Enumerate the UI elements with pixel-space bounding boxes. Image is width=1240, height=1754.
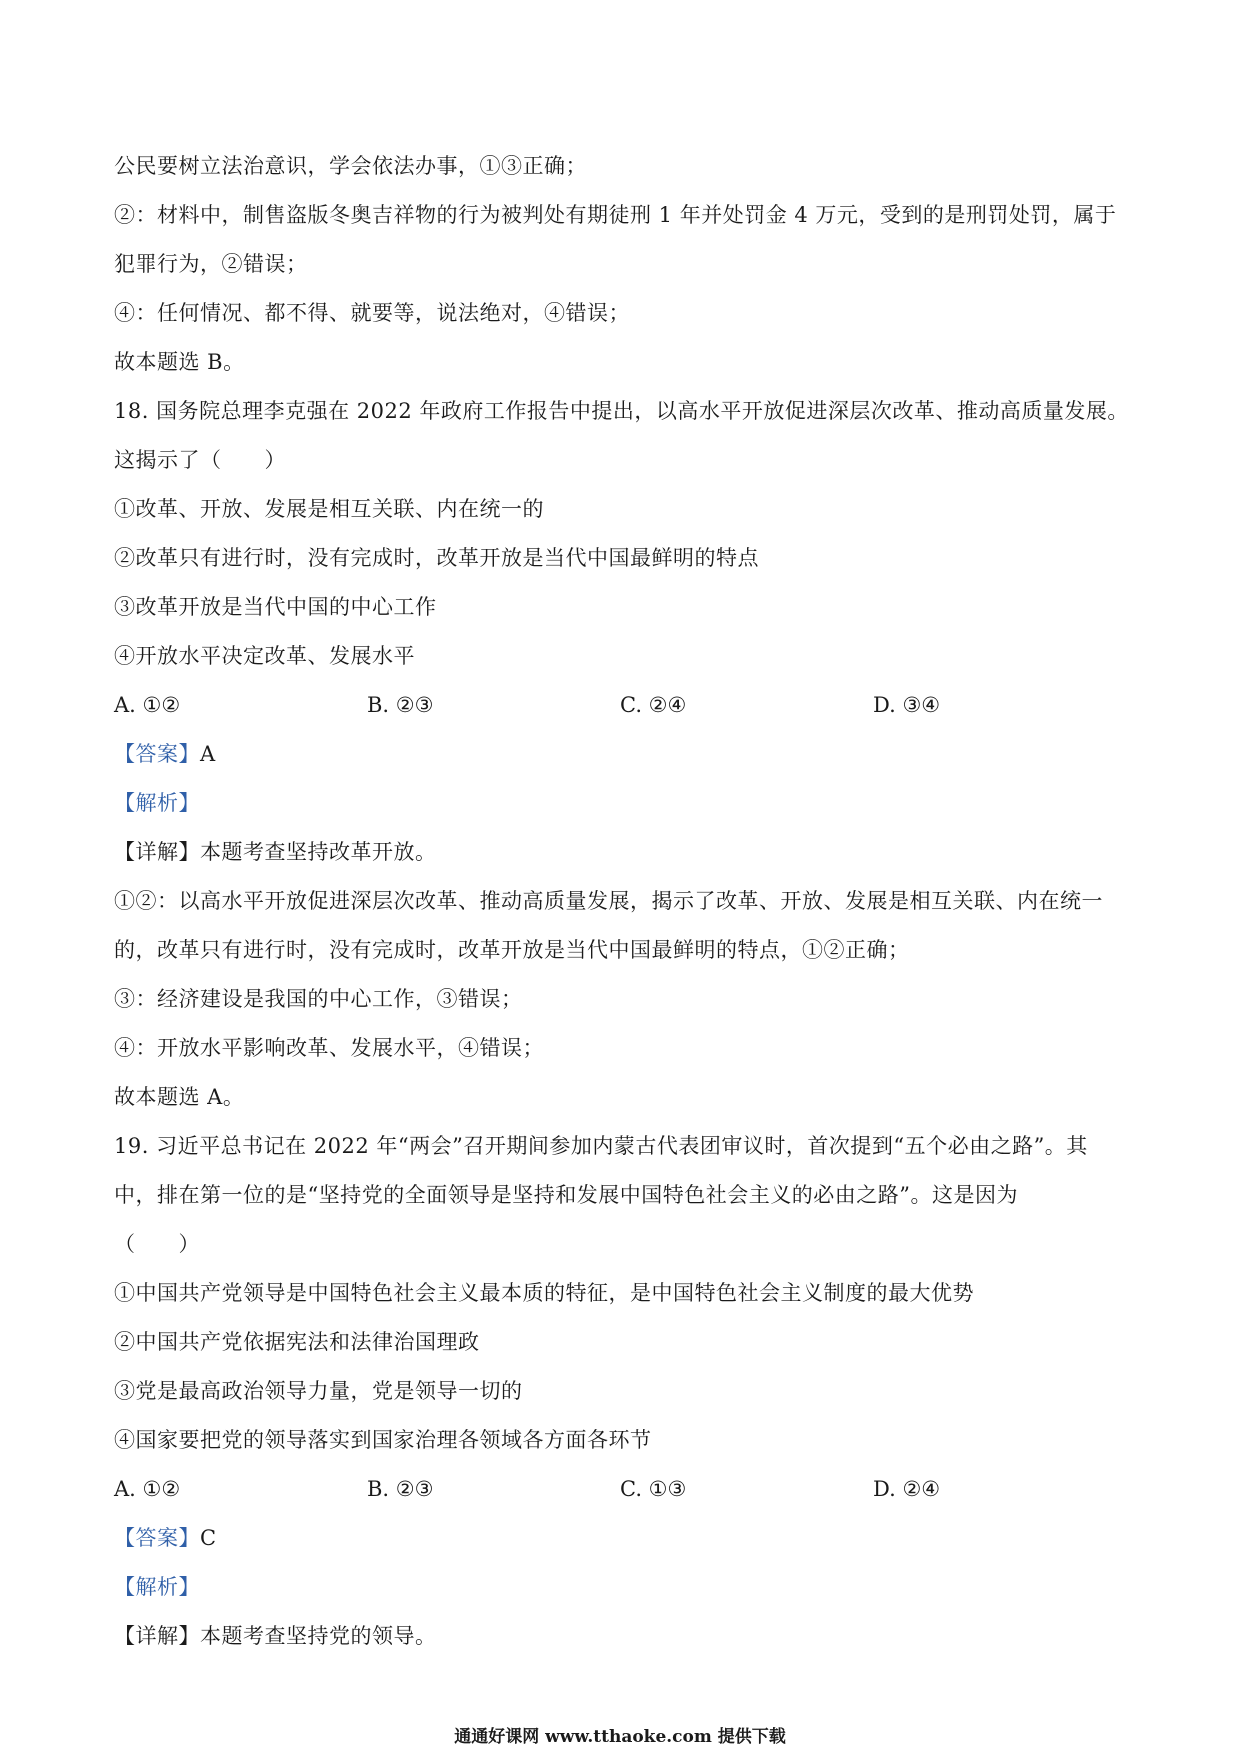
statement: ④开放水平决定改革、发展水平 [114, 644, 415, 668]
analysis-line [114, 1563, 1126, 1612]
question-stem: 19. 习近平总书记在 2022 年“两会”召开期间参加内蒙古代表团审议时，首次提到“五个必由之路”。其 [114, 1134, 1088, 1158]
statement: ②中国共产党依据宪法和法律治国理政 [114, 1330, 480, 1354]
statement: ④国家要把党的领导落实到国家治理各领域各方面各环节 [114, 1428, 652, 1452]
option-d: D. ③④ [873, 693, 941, 717]
text-line: ②：材料中，制售盗版冬奥吉祥物的行为被判处有期徒刑 1 年并处罚金 4 万元，受到的是刑罚处罚，属于 [114, 203, 1117, 227]
answer-line [114, 730, 1126, 779]
analysis-tag: 【解析】 [114, 791, 200, 815]
text-line: ④：任何情况、都不得、就要等，说法绝对，④错误； [114, 301, 630, 325]
explanation-line: ④：开放水平影响改革、发展水平，④错误； [114, 1036, 544, 1060]
detail-intro: 本题考查坚持党的领导。 [200, 1624, 437, 1648]
explanation-line: ①②：以高水平开放促进深层次改革、推动高质量发展，揭示了改革、开放、发展是相互关联、内在统一 [114, 889, 1103, 913]
detail-line [114, 828, 1126, 877]
explanation-line: 故本题选 A。 [114, 1085, 245, 1109]
question-stem: 这揭示了（ ） [114, 448, 286, 472]
option-b: B. ②③ [367, 1477, 434, 1501]
page-content [114, 142, 1129, 1661]
statement: ①改革、开放、发展是相互关联、内在统一的 [114, 497, 544, 521]
detail-tag: 【详解】 [114, 1624, 200, 1648]
answer-options [114, 681, 1126, 730]
statement: ②改革只有进行时，没有完成时，改革开放是当代中国最鲜明的特点 [114, 546, 759, 570]
option-c: C. ①③ [620, 1477, 687, 1501]
answer-value: A [200, 742, 216, 766]
detail-tag: 【详解】 [114, 840, 200, 864]
detail-intro: 本题考查坚持改革开放。 [200, 840, 437, 864]
option-d: D. ②④ [873, 1477, 941, 1501]
explanation-line: ③：经济建设是我国的中心工作，③错误； [114, 987, 523, 1011]
detail-line [114, 1612, 1126, 1661]
question-19 [114, 1122, 1126, 1661]
text-line: 公民要树立法治意识，学会依法办事，①③正确； [114, 154, 587, 178]
option-a: A. ①② [114, 1477, 181, 1501]
answer-options [114, 1465, 1126, 1514]
statement: ①中国共产党领导是中国特色社会主义最本质的特征，是中国特色社会主义制度的最大优势 [114, 1281, 974, 1305]
statement: ③党是最高政治领导力量，党是领导一切的 [114, 1379, 523, 1403]
text-line: 故本题选 B。 [114, 350, 245, 374]
answer-tag: 【答案】 [114, 742, 200, 766]
answer-tag: 【答案】 [114, 1526, 200, 1550]
question-stem: 18. 国务院总理李克强在 2022 年政府工作报告中提出，以高水平开放促进深层次改革、推动高质量发展。 [114, 399, 1129, 423]
answer-line [114, 1514, 1126, 1563]
analysis-tag: 【解析】 [114, 1575, 200, 1599]
text-line: 犯罪行为，②错误； [114, 252, 308, 276]
question-18 [114, 387, 1129, 1122]
question-stem: （ ） [114, 1232, 200, 1256]
option-a: A. ①② [114, 693, 181, 717]
question-stem: 中，排在第一位的是“坚持党的全面领导是坚持和发展中国特色社会主义的必由之路”。这是因为 [114, 1183, 1018, 1207]
explanation-line: 的，改革只有进行时，没有完成时，改革开放是当代中国最鲜明的特点，①②正确； [114, 938, 910, 962]
answer-value: C [200, 1526, 217, 1550]
option-b: B. ②③ [367, 693, 434, 717]
option-c: C. ②④ [620, 693, 687, 717]
statement: ③改革开放是当代中国的中心工作 [114, 595, 437, 619]
analysis-line [114, 779, 1126, 828]
page-footer: 通通好课网 www.tthaoke.com 提供下载 [454, 1727, 786, 1747]
